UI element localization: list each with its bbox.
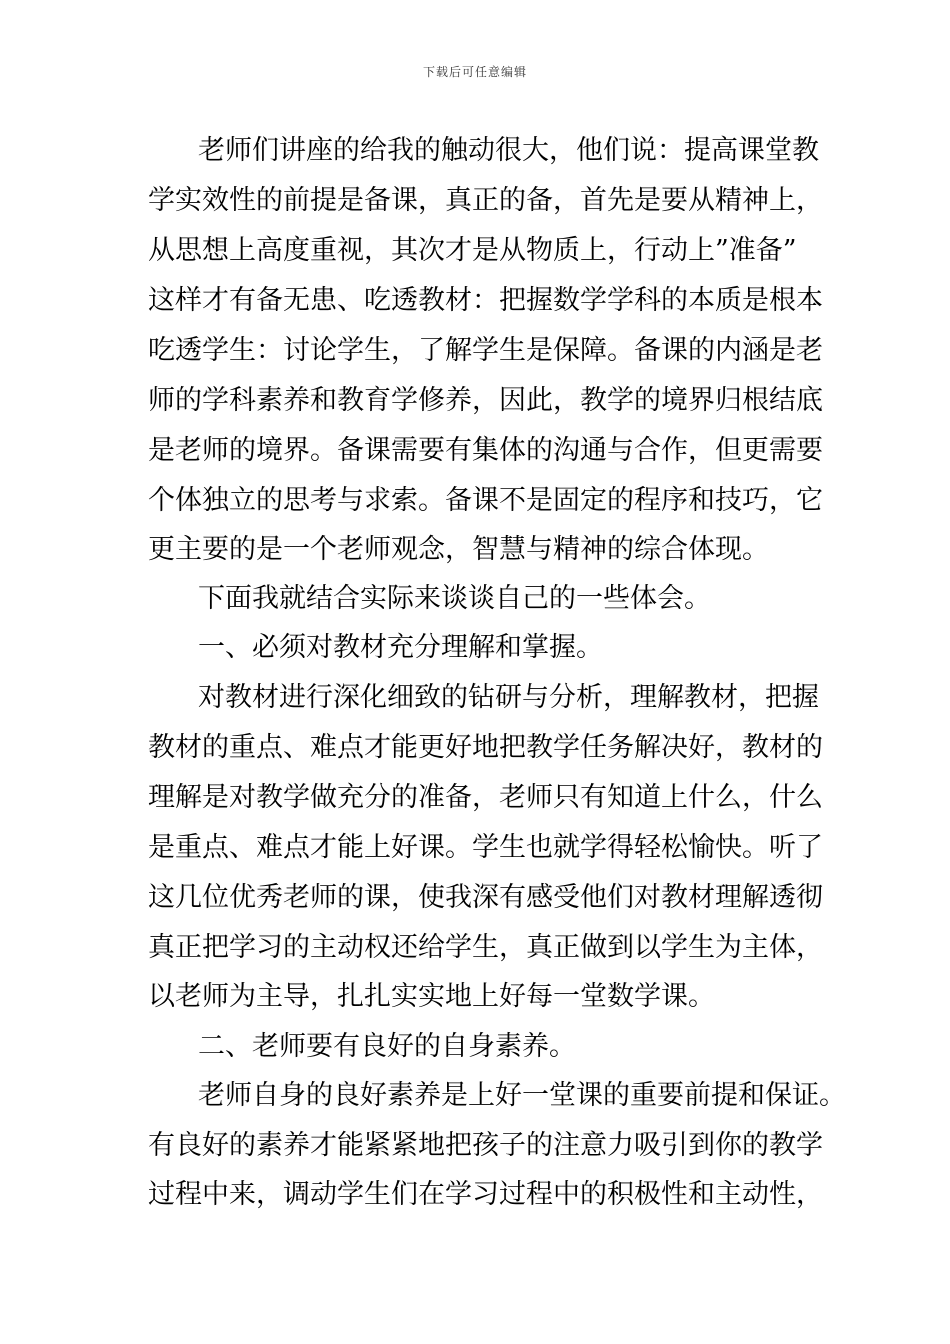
paragraph-line: 过程中来，调动学生们在学习过程中的积极性和主动性， bbox=[148, 1179, 823, 1210]
paragraph-line: 老师们讲座的给我的触动很大，他们说：提高课堂教 bbox=[198, 135, 819, 166]
paragraph-line: 学实效性的前提是备课，真正的备，首先是要从精神上， bbox=[148, 185, 823, 216]
paragraph-line: 个体独立的思考与求索。备课不是固定的程序和技巧，它 bbox=[148, 485, 823, 516]
paragraph-line: 真正把学习的主动权还给学生，真正做到以学生为主体， bbox=[148, 932, 823, 963]
paragraph-line: 这几位优秀老师的课，使我深有感受他们对教材理解透彻 bbox=[148, 882, 823, 913]
paragraph-line: 以老师为主导，扎扎实实地上好每一堂数学课。 bbox=[148, 981, 715, 1012]
paragraph-line: 吃透学生：讨论学生，了解学生是保障。备课的内涵是老 bbox=[148, 335, 823, 366]
paragraph-line: 老师自身的良好素养是上好一堂课的重要前提和保证。 bbox=[198, 1080, 846, 1111]
paragraph-line: 这样才有备无患、吃透教材：把握数学学科的本质是根本 bbox=[148, 285, 823, 316]
paragraph-line: 下面我就结合实际来谈谈自己的一些体会。 bbox=[198, 583, 711, 614]
paragraph-line: 理解是对教学做充分的准备，老师只有知道上什么，什么 bbox=[148, 782, 823, 813]
paragraph-line: 是重点、难点才能上好课。学生也就学得轻松愉快。听了 bbox=[148, 832, 823, 863]
paragraph-line: 教材的重点、难点才能更好地把教学任务解决好，教材的 bbox=[148, 732, 823, 763]
paragraph-line: 是老师的境界。备课需要有集体的沟通与合作，但更需要 bbox=[148, 435, 823, 466]
paragraph-line: 有良好的素养才能紧紧地把孩子的注意力吸引到你的教学 bbox=[148, 1130, 823, 1161]
section-heading: 二、老师要有良好的自身素养。 bbox=[198, 1031, 576, 1062]
paragraph-line: 从思想上高度重视，其次才是从物质上，行动上”准备” bbox=[148, 235, 797, 266]
section-heading: 一、必须对教材充分理解和掌握。 bbox=[198, 632, 603, 663]
paragraph-line: 更主要的是一个老师观念，智慧与精神的综合体现。 bbox=[148, 534, 769, 565]
paragraph-line: 对教材进行深化细致的钻研与分析，理解教材，把握 bbox=[198, 682, 819, 713]
paragraph-line: 师的学科素养和教育学修养，因此，教学的境界归根结底 bbox=[148, 385, 823, 416]
page-header: 下载后可任意编辑 bbox=[422, 65, 527, 79]
